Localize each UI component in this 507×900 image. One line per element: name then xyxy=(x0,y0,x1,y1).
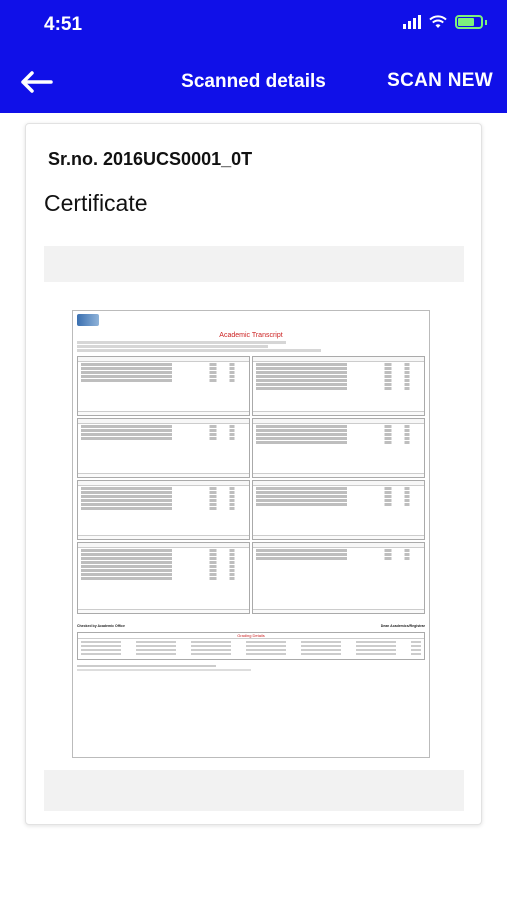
semester-block xyxy=(77,480,250,540)
document-card xyxy=(25,123,482,825)
serial-number: Sr.no. 2016UCS0001_0T xyxy=(48,149,253,169)
semester-block xyxy=(252,418,425,478)
transcript-header xyxy=(73,311,429,331)
semester-block xyxy=(252,542,425,614)
semester-block xyxy=(252,356,425,416)
status-time: 4:51 xyxy=(44,14,83,35)
semester-block xyxy=(77,542,250,614)
signatures-row xyxy=(73,622,429,630)
document-type-label: Certificate xyxy=(44,190,148,216)
semester-block xyxy=(77,418,250,478)
nav-bar xyxy=(0,62,507,102)
semester-block xyxy=(252,480,425,540)
semester-block xyxy=(77,356,250,416)
grading-details-table xyxy=(77,632,425,660)
app-header xyxy=(0,0,507,113)
document-preview-frame[interactable] xyxy=(44,246,464,811)
transcript-title: Academic Transcript xyxy=(219,332,283,339)
cellular-signal-icon xyxy=(403,15,421,29)
registrar-label: Dean Academics/Registrar xyxy=(380,624,425,628)
student-info-block xyxy=(73,339,429,354)
status-icons xyxy=(403,15,487,29)
checked-by-label: Checked by Academic Office xyxy=(77,624,125,628)
grading-heading: Grading Details xyxy=(78,633,424,639)
page-title: Scanned details xyxy=(181,71,326,92)
transcript-footnote xyxy=(73,662,429,673)
institute-logo-icon xyxy=(77,314,99,326)
semester-grid xyxy=(73,354,429,616)
battery-icon xyxy=(455,15,483,29)
transcript-image xyxy=(72,310,430,758)
battery-tip xyxy=(485,20,487,25)
wifi-icon xyxy=(429,15,447,29)
document-image xyxy=(44,282,464,770)
scan-new-button[interactable]: SCAN NEW xyxy=(387,70,493,91)
